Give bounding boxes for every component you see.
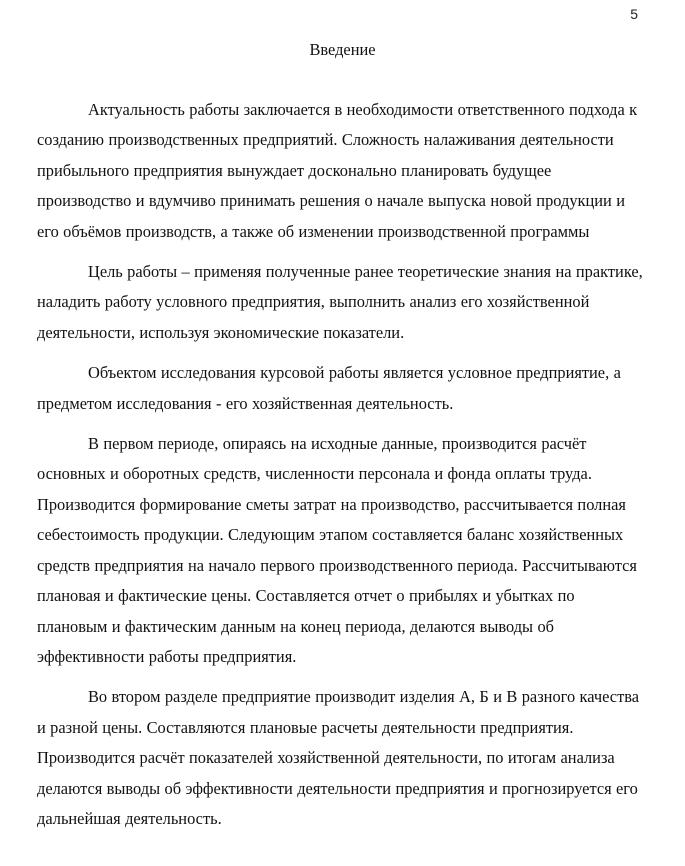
- paragraph-first-period: В первом периоде, опираясь на исходные данные, производится расчёт основных и оборотных средств, численности персонала и фонда оплаты труда. Производится формирование сметы затрат на производство, рассчитывается полная себестоимость продукции. Следующим этапом составляется баланс хозяйственных средств предприятия на начало первого производственного периода. Рассчитываются плановая и фактические цены. Составляется отчет о прибылях и убытках по плановым и фактическим данным на конец периода, делаются выводы об эффективности работы предприятия.: [37, 434, 637, 666]
- paragraph-goal: Цель работы – применяя полученные ранее теоретические знания на практике, наладить работу условного предприятия, выполнить анализ его хозяйственной деятельности, используя экономические показатели.: [37, 262, 643, 342]
- document-body: [37, 95, 645, 844]
- paragraph-second-section: Во втором разделе предприятие производит изделия А, Б и В разного качества и разной цены. Составляются плановые расчеты деятельности предприятия. Производится расчёт показателей хозяйственной деятельности, по итогам анализа делаются выводы об эффективности деятельности предприятия и прогнозируется его дальнейшая деятельность.: [37, 687, 640, 828]
- page-number: 5: [630, 6, 638, 22]
- paragraph-object: Объектом исследования курсовой работы является условное предприятие, а предметом исследования - его хозяйственная деятельность.: [37, 363, 621, 413]
- paragraph-relevance: Актуальность работы заключается в необходимости ответственного подхода к созданию производственных предприятий. Сложность налаживания деятельности прибыльного предприятия вынуждает досконально планировать будущее производство и вдумчиво принимать решения о начале выпуска новой продукции и его объёмов производств, а также об изменении производственной программы: [37, 100, 638, 241]
- page-title: Введение: [309, 40, 376, 59]
